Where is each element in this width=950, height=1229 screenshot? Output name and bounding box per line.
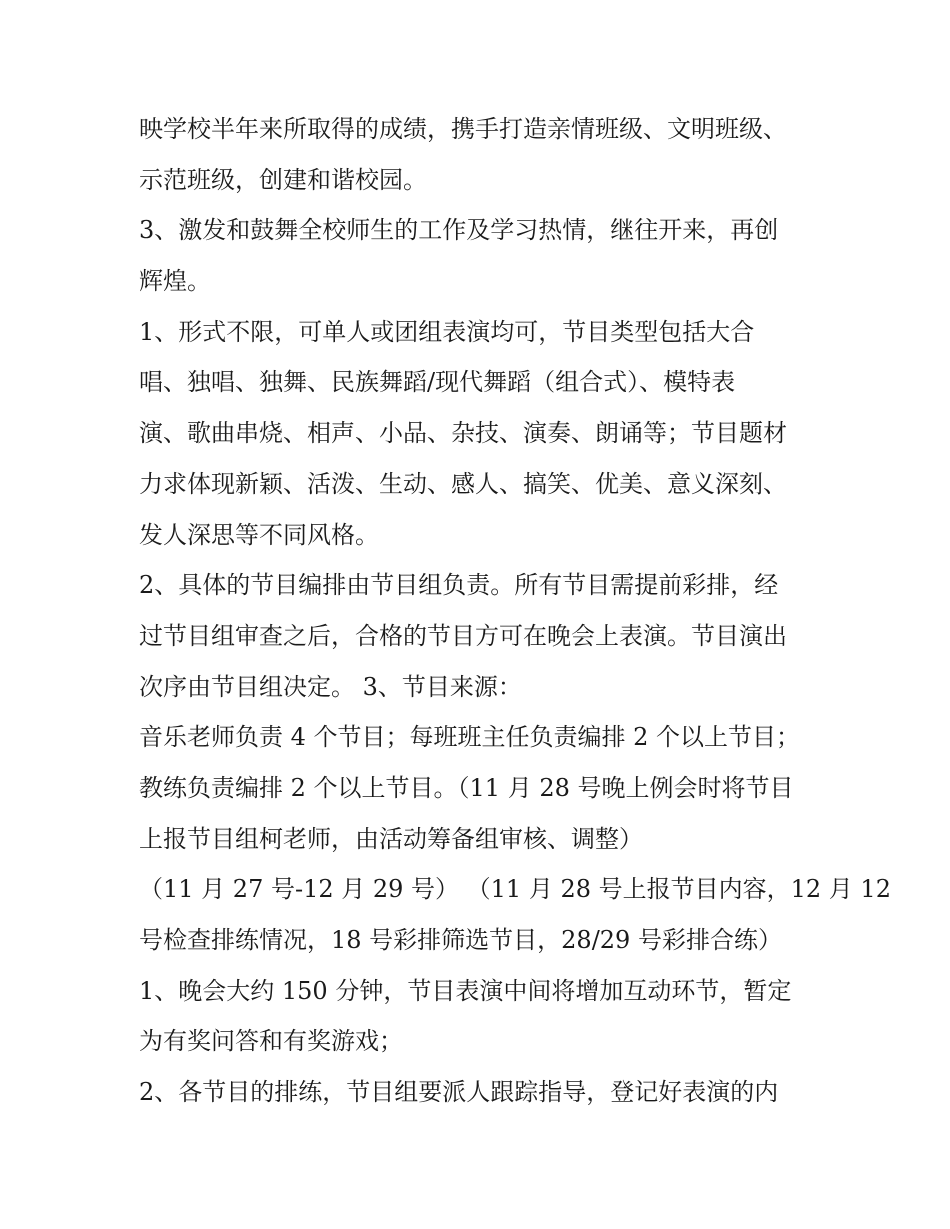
text-line-12: 次序由节目组决定。 3、节目来源： xyxy=(139,672,522,701)
text-line-10: 2、具体的节目编排由节目组负责。所有节目需提前彩排，经 xyxy=(139,571,779,600)
document-body xyxy=(139,104,891,1118)
text-line-15: 上报节目组柯老师，由活动筹备组审核、调整） xyxy=(139,824,643,853)
text-line-13: 音乐老师负责 4 个节目；每班班主任负责编排 2 个以上节目； xyxy=(139,723,801,752)
text-line-4: 辉煌。 xyxy=(139,267,211,296)
text-line-3: 3、激发和鼓舞全校师生的工作及学习热情，继往开来，再创 xyxy=(139,216,779,245)
text-line-6: 唱、独唱、独舞、民族舞蹈/现代舞蹈（组合式）、模特表 xyxy=(139,368,736,397)
text-line-8: 力求体现新颖、活泼、生动、感人、搞笑、优美、意义深刻、 xyxy=(139,469,787,498)
text-line-7: 演、歌曲串烧、相声、小品、杂技、演奏、朗诵等；节目题材 xyxy=(139,419,787,448)
text-line-20: 2、各节目的排练，节目组要派人跟踪指导，登记好表演的内 xyxy=(139,1078,779,1107)
text-line-16: （11 月 27 号-12 月 29 号） （11 月 28 号上报节目内容，12 月 12 xyxy=(139,875,891,904)
text-line-1: 映学校半年来所取得的成绩，携手打造亲情班级、文明班级、 xyxy=(139,115,787,143)
text-line-9: 发人深思等不同风格。 xyxy=(139,520,379,549)
text-line-18: 1、晚会大约 150 分钟，节目表演中间将增加互动环节，暂定 xyxy=(139,976,792,1005)
text-line-17: 号检查排练情况，18 号彩排筛选节目，28/29 号彩排合练） xyxy=(139,926,782,954)
text-line-14: 教练负责编排 2 个以上节目。（11 月 28 号晚上例会时将节目 xyxy=(139,773,794,802)
text-line-2: 示范班级，创建和谐校园。 xyxy=(139,165,427,194)
text-line-19: 为有奖问答和有奖游戏； xyxy=(139,1027,403,1056)
text-line-5: 1、形式不限，可单人或团组表演均可，节目类型包括大合 xyxy=(139,317,755,346)
text-line-11: 过节目组审查之后，合格的节目方可在晚会上表演。节目演出 xyxy=(139,621,787,650)
